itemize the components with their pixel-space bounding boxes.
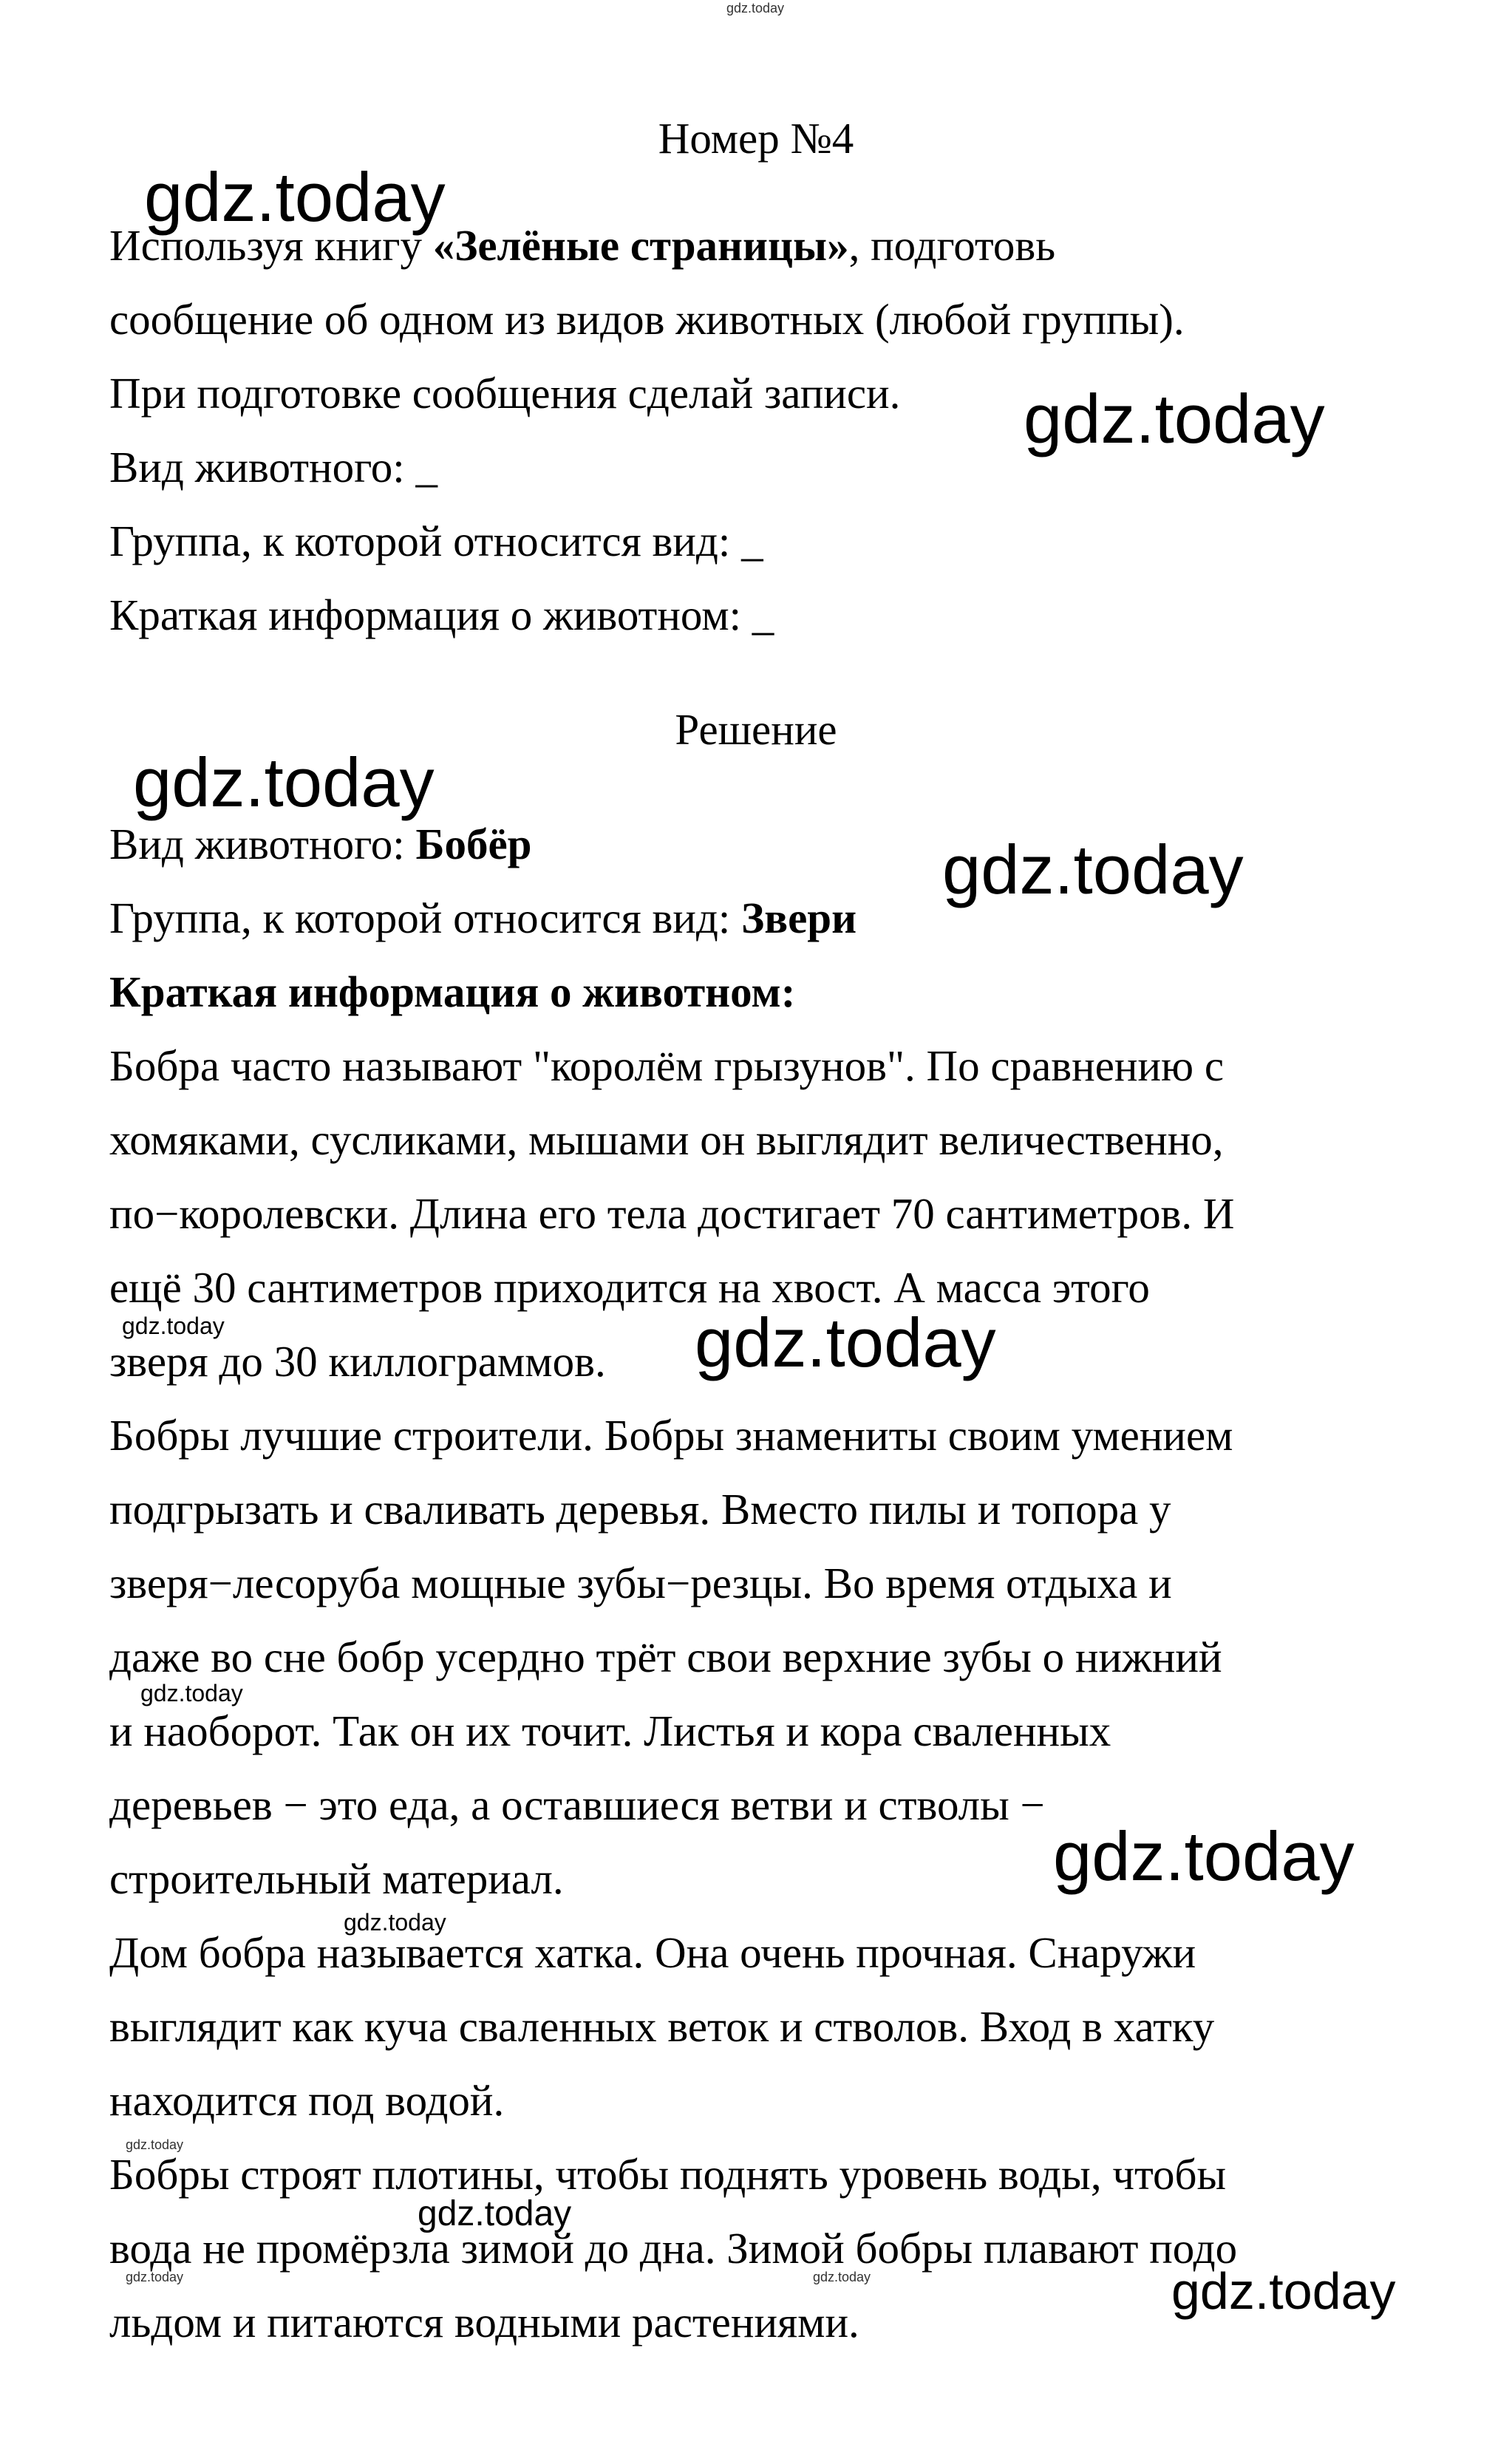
task-line-4: Вид животного: _ (109, 443, 437, 491)
group-label: Группа, к которой относится вид: (109, 894, 742, 942)
body-line: выглядит как куча сваленных веток и стволов. Вход в хатку (109, 2002, 1215, 2051)
watermark: gdz.today (126, 2137, 184, 2152)
watermark: gdz.today (695, 1304, 996, 1381)
info-heading: Краткая информация о животном: (109, 967, 796, 1016)
body-line: и наоборот. Так он их точит. Листья и кора сваленных (109, 1706, 1111, 1755)
body-line: ещё 30 сантиметров приходится на хвост. А масса этого (109, 1263, 1150, 1312)
watermark: gdz.today (813, 2270, 871, 2284)
animal-value: Бобёр (415, 820, 532, 868)
animal-field (109, 818, 531, 870)
task-line-1-prefix: Используя книгу (109, 221, 433, 270)
solution-heading: Решение (675, 705, 837, 754)
body-line: хомяками, сусликами, мышами он выглядит величественно, (109, 1115, 1224, 1164)
top-watermark: gdz.today (726, 1, 785, 16)
watermark: gdz.today (144, 158, 446, 236)
watermark: gdz.today (122, 1313, 225, 1339)
body-line: зверя до 30 киллограммов. (109, 1337, 606, 1386)
body-line: льдом и питаются водными растениями. (109, 2298, 859, 2346)
watermark: gdz.today (133, 743, 435, 821)
task-line-1-suffix: , подготовь (848, 221, 1056, 270)
task-line-3: При подготовке сообщения сделай записи. (109, 369, 901, 418)
body-line: Бобры строят плотины, чтобы поднять уровень воды, чтобы (109, 2150, 1227, 2199)
group-field (109, 892, 857, 944)
task-line-2: сообщение об одном из видов животных (любой группы). (109, 295, 1185, 344)
body-line: строительный материал. (109, 1854, 564, 1903)
body-line: Бобра часто называют "королём грызунов". По сравнению с (109, 1041, 1225, 1090)
body-line: деревьев − это еда, а оставшиеся ветви и стволы − (109, 1780, 1045, 1829)
body-line: по−королевски. Длина его тела достигает 70 сантиметров. И (109, 1189, 1235, 1238)
watermark: gdz.today (126, 2270, 184, 2284)
watermark: gdz.today (1024, 380, 1325, 457)
body-line: даже во сне бобр усердно трёт свои верхние зубы о нижний (109, 1633, 1222, 1681)
body-line: подгрызать и сваливать деревья. Вместо пилы и топора у (109, 1485, 1171, 1534)
watermark: gdz.today (1053, 1817, 1355, 1895)
page-title: Номер №4 (658, 114, 854, 163)
body-line: находится под водой. (109, 2076, 505, 2125)
task-line-5: Группа, к которой относится вид: _ (109, 517, 763, 565)
watermark: gdz.today (1171, 2262, 1396, 2320)
task-line-6: Краткая информация о животном: _ (109, 591, 774, 639)
watermark: gdz.today (140, 1680, 243, 1706)
watermark: gdz.today (418, 2194, 572, 2233)
watermark: gdz.today (344, 1909, 446, 1936)
body-line: зверя−лесоруба мощные зубы−резцы. Во время отдыха и (109, 1559, 1172, 1607)
animal-label: Вид животного: (109, 820, 416, 868)
body-line: вода не промёрзла зимой до дна. Зимой бобры плавают подо (109, 2224, 1238, 2273)
group-value: Звери (741, 894, 857, 942)
watermark: gdz.today (942, 831, 1244, 908)
book-title: «Зелёные страницы» (432, 221, 849, 270)
body-line: Бобры лучшие строители. Бобры знамениты своим умением (109, 1411, 1233, 1460)
body-line: Дом бобра называется хатка. Она очень прочная. Снаружи (109, 1928, 1196, 1977)
